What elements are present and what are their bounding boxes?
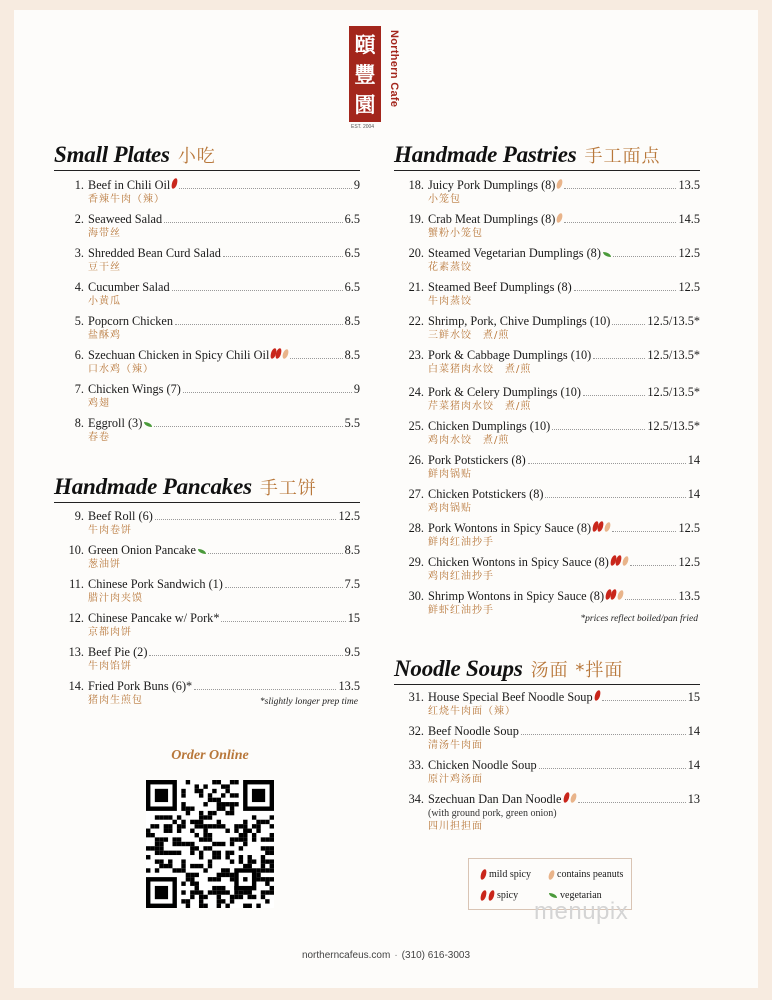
menu-item (54, 280, 360, 309)
menu-item (394, 314, 700, 343)
item-price: 5.5 (344, 416, 360, 430)
item-price: 12.5/13.5* (647, 385, 700, 399)
peanut-icon (569, 792, 577, 803)
leader-dots (154, 417, 342, 427)
item-name: Beef Pie (2) (88, 645, 148, 659)
item-chinese-name: 盐酥鸡 (88, 330, 121, 341)
logo-char: 豐 (354, 61, 376, 87)
section-header-noodle-soups (394, 656, 700, 685)
leader-dots (593, 349, 645, 359)
item-name: Szechuan Dan Dan Noodle (428, 792, 562, 806)
item-price: 12.5/13.5* (647, 314, 700, 328)
leader-dots (612, 522, 676, 532)
item-chinese-name: 小黄瓜 (88, 296, 121, 307)
item-name: Chinese Pork Sandwich (1) (88, 577, 223, 591)
item-price: 9 (353, 178, 360, 192)
item-number: 13. (68, 645, 84, 659)
menu-item (54, 509, 360, 538)
menu-item (394, 792, 700, 834)
item-name: Shredded Bean Curd Salad (88, 246, 221, 260)
section-title: Handmade Pastries (394, 142, 577, 167)
menu-item (394, 521, 700, 550)
mild-spicy-icon (480, 869, 488, 881)
menu-item (394, 246, 700, 275)
menu-item (54, 178, 360, 207)
section-title-chinese: 汤面 *拌面 (530, 660, 624, 681)
section-header-pancakes (54, 474, 360, 503)
leader-dots (539, 759, 686, 769)
item-name: Chicken Potstickers (8) (428, 487, 544, 501)
menu-item (394, 385, 700, 414)
peanut-icon (604, 521, 612, 532)
item-price: 14 (687, 487, 700, 501)
item-number: 18. (408, 178, 424, 192)
item-price: 14 (687, 724, 700, 738)
item-price: 14.5 (678, 212, 700, 226)
item-number: 26. (408, 453, 424, 467)
leader-dots (574, 281, 677, 291)
item-number: 31. (408, 690, 424, 704)
item-name: Chicken Wontons in Spicy Sauce (8) (428, 555, 609, 569)
item-number: 19. (408, 212, 424, 226)
leader-dots (630, 556, 677, 566)
item-number: 27. (408, 487, 424, 501)
item-chinese-name: 鲜肉红油抄手 (428, 537, 494, 548)
menu-item (394, 453, 700, 482)
item-name: Cucumber Salad (88, 280, 170, 294)
menu-item (54, 543, 360, 572)
leader-dots (564, 213, 676, 223)
website-link[interactable]: northerncafeus.com (301, 950, 391, 961)
item-chinese-name: 白菜猪肉水饺 煮/煎 (428, 364, 532, 375)
mild-spicy-icon (171, 178, 179, 190)
item-price: 13.5 (678, 589, 700, 603)
legend-label: contains peanuts (557, 869, 624, 880)
leader-dots (602, 691, 686, 701)
leader-dots (612, 315, 645, 325)
peanut-icon (617, 589, 625, 600)
phone-number[interactable]: (310) 616-3003 (401, 950, 471, 961)
menu-item (394, 348, 700, 377)
section-title-chinese: 小吃 (177, 146, 216, 167)
legend-spicy (479, 890, 518, 901)
item-chinese-name: 红烧牛肉面（辣） (428, 706, 516, 717)
item-chinese-name: 四川担担面 (428, 821, 483, 832)
leader-dots (290, 349, 342, 359)
menu-item (394, 419, 700, 448)
leader-dots (175, 315, 343, 325)
menu-item (394, 280, 700, 309)
item-price: 9 (353, 382, 360, 396)
item-chinese-name: 豆干丝 (88, 262, 121, 273)
item-chinese-name: 清汤牛肉面 (428, 740, 483, 751)
item-number: 32. (408, 724, 424, 738)
item-price: 12.5 (678, 555, 700, 569)
section-title: Small Plates (54, 142, 170, 167)
item-number: 28. (408, 521, 424, 535)
item-number: 23. (408, 348, 424, 362)
item-price: 12.5/13.5* (647, 348, 700, 362)
menu-item (54, 212, 360, 241)
item-number: 30. (408, 589, 424, 603)
item-price: 14 (687, 453, 700, 467)
leader-dots (583, 386, 645, 396)
watermark: menupix (534, 898, 629, 925)
leader-dots (223, 247, 343, 257)
item-number: 3. (74, 246, 84, 260)
item-chinese-name: 芹菜猪肉水饺 煮/煎 (428, 401, 532, 412)
peanut-icon (547, 869, 555, 880)
item-price: 12.5/13.5* (647, 419, 700, 433)
peanut-icon (621, 555, 629, 566)
item-name: Green Onion Pancake (88, 543, 196, 557)
prep-time-note: *slightly longer prep time (259, 697, 358, 707)
item-number: 4. (74, 280, 84, 294)
legend-mild-spicy (479, 869, 531, 880)
footer (0, 950, 772, 961)
menu-item (394, 555, 700, 584)
item-chinese-name: 京都肉饼 (88, 627, 132, 638)
item-number: 1. (74, 178, 84, 192)
item-number: 22. (408, 314, 424, 328)
footer-separator: · (394, 950, 398, 961)
menu-item (54, 382, 360, 411)
leader-dots (225, 578, 343, 588)
item-chinese-name: 鲜肉锅贴 (428, 469, 472, 480)
spicy-icon (480, 890, 488, 902)
item-name: Chicken Noodle Soup (428, 758, 537, 772)
spicy-icon (275, 348, 283, 360)
leader-dots (172, 281, 343, 291)
item-number: 29. (408, 555, 424, 569)
menu-item (394, 758, 700, 787)
order-online-qr-code[interactable] (146, 780, 274, 908)
item-name: Juicy Pork Dumplings (8) (428, 178, 556, 192)
section-title-chinese: 手工面点 (584, 146, 661, 167)
item-chinese-name: 鸡肉水饺 煮/煎 (428, 435, 510, 446)
item-number: 9. (74, 509, 84, 523)
item-name: Shrimp, Pork, Chive Dumplings (10) (428, 314, 611, 328)
menu-item (54, 246, 360, 275)
section-header-pastries (394, 142, 700, 171)
item-price: 13.5 (678, 178, 700, 192)
leader-dots (194, 680, 336, 690)
leader-dots (164, 213, 343, 223)
legend-contains-peanuts (547, 869, 623, 880)
vegetarian-icon (144, 422, 152, 427)
logo-char: 頤 (354, 31, 376, 57)
logo-established: EST. 2004 (351, 124, 375, 130)
item-chinese-name: 口水鸡（辣） (88, 364, 154, 375)
item-name: Chicken Wings (7) (88, 382, 181, 396)
item-number: 2. (74, 212, 84, 226)
item-chinese-name: 鸡肉锅贴 (428, 503, 472, 514)
section-title-chinese: 手工饼 (259, 478, 317, 499)
menu-item (54, 348, 360, 377)
peanut-icon (282, 348, 290, 359)
item-price: 6.5 (344, 246, 360, 260)
item-chinese-name: 猪肉生煎包 (88, 695, 143, 706)
item-name: Pork Wontons in Spicy Sauce (8) (428, 521, 592, 535)
item-name: Beef Noodle Soup (428, 724, 519, 738)
peanut-icon (556, 212, 564, 223)
item-price: 12.5 (678, 246, 700, 260)
item-number: 25. (408, 419, 424, 433)
item-chinese-name: 牛肉卷饼 (88, 525, 132, 536)
item-name: Popcorn Chicken (88, 314, 174, 328)
item-price: 8.5 (344, 348, 360, 362)
leader-dots (528, 454, 686, 464)
section-title: Noodle Soups (394, 656, 523, 681)
item-name: Crab Meat Dumplings (8) (428, 212, 556, 226)
item-name: Shrimp Wontons in Spicy Sauce (8) (428, 589, 605, 603)
item-number: 5. (74, 314, 84, 328)
item-number: 24. (408, 385, 424, 399)
item-chinese-name: 鲜虾红油抄手 (428, 605, 494, 616)
leader-dots (564, 179, 676, 189)
item-name: Steamed Vegetarian Dumplings (8) (428, 246, 601, 260)
item-name: Beef in Chili Oil (88, 178, 171, 192)
leader-dots (552, 420, 645, 430)
menu-item (54, 314, 360, 343)
item-name: Pork & Cabbage Dumplings (10) (428, 348, 592, 362)
mild-spicy-icon (593, 690, 601, 702)
menu-item (394, 724, 700, 753)
item-price: 9.5 (344, 645, 360, 659)
leader-dots (545, 488, 685, 498)
item-chinese-name: 鸡翅 (88, 398, 110, 409)
item-chinese-name: 原汁鸡汤面 (428, 774, 483, 785)
item-number: 6. (74, 348, 84, 362)
item-name: Beef Roll (6) (88, 509, 153, 523)
section-header-small-plates (54, 142, 360, 171)
item-chinese-name: 小笼包 (428, 194, 461, 205)
prices-note: *prices reflect boiled/pan fried (580, 614, 698, 624)
item-chinese-name: 花素蒸饺 (428, 262, 472, 273)
section-title: Handmade Pancakes (54, 474, 252, 499)
item-number: 14. (68, 679, 84, 693)
item-chinese-name: 腊汁肉夹馍 (88, 593, 143, 604)
leader-dots (155, 510, 337, 520)
item-chinese-name: 蟹粉小笼包 (428, 228, 483, 239)
legend-label: spicy (497, 890, 519, 901)
legend-label: vegetarian (560, 890, 602, 901)
item-name: Pork & Celery Dumplings (10) (428, 385, 582, 399)
peanut-icon (556, 178, 564, 189)
item-description: (with ground pork, green onion) (428, 808, 557, 819)
item-chinese-name: 春卷 (88, 432, 110, 443)
leader-dots (149, 646, 342, 656)
menu-item (54, 645, 360, 674)
item-name: Seaweed Salad (88, 212, 163, 226)
item-price: 6.5 (344, 212, 360, 226)
leader-dots (625, 590, 676, 600)
right-column (394, 0, 700, 1000)
menu-item (54, 416, 360, 445)
leader-dots (179, 179, 352, 189)
leader-dots (521, 725, 686, 735)
leader-dots (613, 247, 677, 257)
item-name: Pork Potstickers (8) (428, 453, 526, 467)
leader-dots (221, 612, 345, 622)
item-price: 13.5 (338, 679, 360, 693)
vegetarian-icon (198, 549, 206, 554)
item-name: House Special Beef Noodle Soup (428, 690, 593, 704)
leader-dots (578, 793, 686, 803)
item-price: 7.5 (344, 577, 360, 591)
item-chinese-name: 香辣牛肉（辣） (88, 194, 165, 205)
item-number: 11. (69, 577, 84, 591)
item-price: 15 (687, 690, 700, 704)
item-price: 14 (687, 758, 700, 772)
item-number: 12. (68, 611, 84, 625)
item-number: 21. (408, 280, 424, 294)
legend-label: mild spicy (489, 869, 531, 880)
vegetarian-icon (603, 252, 611, 257)
item-price: 12.5 (338, 509, 360, 523)
menu-item (394, 690, 700, 719)
logo-name: Northern Cafe (388, 30, 400, 108)
menu-item (394, 487, 700, 516)
item-price: 12.5 (678, 280, 700, 294)
item-price: 8.5 (344, 314, 360, 328)
item-number: 20. (408, 246, 424, 260)
order-online-heading: Order Online (171, 748, 249, 763)
item-price: 6.5 (344, 280, 360, 294)
item-price: 13 (687, 792, 700, 806)
item-chinese-name: 海带丝 (88, 228, 121, 239)
item-name: Chinese Pancake w/ Pork* (88, 611, 220, 625)
item-number: 7. (74, 382, 84, 396)
menu-item (54, 577, 360, 606)
item-number: 34. (408, 792, 424, 806)
item-name: Steamed Beef Dumplings (8) (428, 280, 572, 294)
item-number: 8. (74, 416, 84, 430)
menu-item (394, 178, 700, 207)
item-name: Fried Pork Buns (6)* (88, 679, 193, 693)
item-chinese-name: 三鲜水饺 煮/煎 (428, 330, 510, 341)
logo-char: 園 (354, 91, 376, 117)
item-name: Chicken Dumplings (10) (428, 419, 551, 433)
item-chinese-name: 牛肉馅饼 (88, 661, 132, 672)
item-price: 12.5 (678, 521, 700, 535)
item-chinese-name: 鸡肉红油抄手 (428, 571, 494, 582)
mild-spicy-icon (562, 792, 570, 804)
item-price: 8.5 (344, 543, 360, 557)
leader-dots (208, 544, 343, 554)
menu-item (54, 611, 360, 640)
item-number: 33. (408, 758, 424, 772)
item-chinese-name: 牛肉蒸饺 (428, 296, 472, 307)
item-chinese-name: 葱油饼 (88, 559, 121, 570)
item-name: Szechuan Chicken in Spicy Chili Oil (88, 348, 270, 362)
menu-item (394, 212, 700, 241)
spicy-icon (488, 890, 496, 902)
leader-dots (183, 383, 352, 393)
item-name: Eggroll (3) (88, 416, 143, 430)
item-price: 15 (347, 611, 360, 625)
item-number: 10. (68, 543, 84, 557)
